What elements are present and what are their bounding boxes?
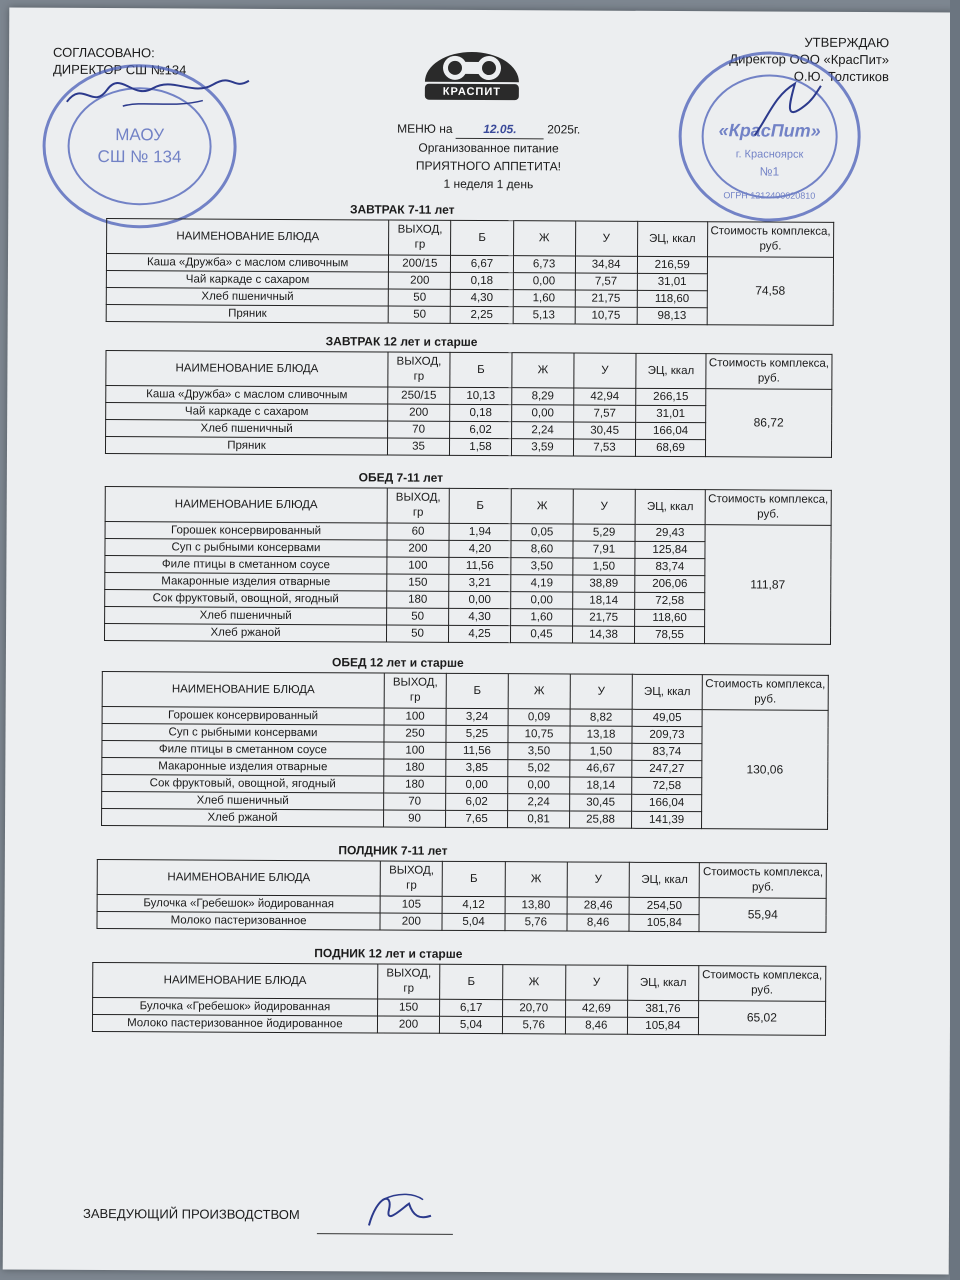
nutrition-value: 38,89: [573, 575, 635, 592]
column-header-zh: Ж: [503, 965, 566, 1000]
column-header-yield: ВЫХОД, гр: [377, 964, 440, 999]
nutrition-value: 150: [387, 574, 449, 591]
nutrition-value: 1,50: [570, 743, 632, 760]
director-signature-left: [63, 70, 253, 121]
nutrition-value: 1,94: [449, 523, 511, 540]
nutrition-value: 200: [387, 540, 449, 557]
company-director-label: Директор ООО «КрасПит»: [729, 51, 890, 68]
column-header-u: У: [573, 489, 635, 524]
stamp-company-number: №1: [759, 164, 780, 179]
stamp-company-ogrn: ОГРН 1212400020810: [723, 190, 816, 201]
nutrition-value: 42,94: [574, 388, 636, 405]
complex-cost: 111,87: [704, 525, 831, 645]
nutrition-value: 105,84: [629, 914, 699, 931]
nutrition-value: 34,84: [575, 256, 637, 273]
nutrition-value: 1,60: [513, 290, 575, 307]
stamp-company-city: г. Красноярск: [735, 148, 804, 161]
nutrition-value: 5,13: [513, 307, 575, 324]
nutrition-value: 10,75: [575, 307, 637, 324]
column-header-zh: Ж: [511, 489, 573, 524]
nutrition-value: 35: [387, 438, 449, 455]
nutrition-value: 30,45: [574, 422, 636, 439]
dish-name: Макаронные изделия отварные: [105, 573, 387, 591]
nutrition-value: 83,74: [632, 743, 702, 760]
menu-table: [92, 962, 826, 1036]
paper-sheet: [3, 8, 956, 1275]
column-header-u: У: [565, 965, 628, 1000]
nutrition-value: 150: [377, 999, 440, 1016]
column-header-u: У: [567, 862, 629, 897]
stamp-school-line2: СШ № 134: [97, 146, 182, 167]
dish-name: Пряник: [106, 305, 388, 323]
section-title: ОБЕД 7-11 лет: [358, 470, 444, 485]
column-header-b: Б: [446, 673, 508, 708]
stamp-company-name: «КрасПит»: [718, 120, 821, 141]
nutrition-value: 200: [377, 1016, 440, 1033]
menu-year: 2025г.: [547, 122, 581, 137]
nutrition-value: 250/15: [388, 387, 450, 404]
approve-label: УТВЕРЖДАЮ: [804, 34, 890, 51]
nutrition-value: 50: [386, 625, 448, 642]
column-header-b: Б: [450, 352, 512, 387]
production-head-signature: [359, 1185, 439, 1235]
dish-name: Сок фруктовый, овощной, ягодный: [105, 590, 387, 608]
column-header-kcal: ЭЦ, ккал: [629, 862, 699, 897]
dish-name: Хлеб пшеничный: [102, 792, 384, 810]
nutrition-value: 0,00: [513, 273, 575, 290]
column-header-cost: Стоимость комплекса, руб.: [707, 222, 833, 258]
nutrition-value: 180: [387, 591, 449, 608]
nutrition-value: 166,04: [636, 422, 706, 439]
nutrition-value: 60: [387, 523, 449, 540]
nutrition-value: 90: [384, 810, 446, 827]
menu-table: [106, 218, 835, 326]
nutrition-value: 381,76: [628, 1000, 699, 1017]
column-header-zh: Ж: [513, 221, 575, 256]
nutrition-value: 0,00: [449, 591, 511, 608]
menu-table: [105, 350, 833, 458]
nutrition-value: 5,29: [573, 524, 635, 541]
dish-name: Хлеб пшеничный: [105, 607, 387, 625]
nutrition-value: 5,76: [502, 1017, 565, 1034]
nutrition-value: 14,38: [572, 626, 634, 643]
nutrition-value: 0,18: [450, 404, 512, 421]
section-title: ПОДНИК 12 лет и старше: [314, 946, 463, 961]
nutrition-value: 10,75: [508, 726, 570, 743]
nutrition-value: 50: [389, 306, 451, 323]
nutrition-value: 6,67: [451, 255, 513, 272]
nutrition-value: 200: [380, 913, 442, 930]
column-header-name: НАИМЕНОВАНИЕ БЛЮДА: [93, 962, 378, 998]
column-header-zh: Ж: [505, 862, 567, 897]
nutrition-value: 250: [384, 725, 446, 742]
nutrition-value: 18,14: [573, 592, 635, 609]
nutrition-value: 5,76: [505, 914, 567, 931]
menu-table: [101, 671, 829, 830]
nutrition-value: 125,84: [635, 541, 705, 558]
column-header-yield: ВЫХОД, гр: [380, 861, 442, 896]
dish-name: Хлеб пшеничный: [106, 420, 388, 438]
nutrition-value: 11,56: [449, 557, 511, 574]
dish-name: Молоко пастеризованное: [97, 912, 380, 930]
nutrition-value: 21,75: [575, 290, 637, 307]
dish-name: Чай каркаде с сахаром: [106, 403, 388, 421]
menu-table: [104, 486, 832, 645]
column-header-name: НАИМЕНОВАНИЕ БЛЮДА: [102, 672, 384, 708]
table-header-row: [107, 219, 834, 258]
nutrition-value: 0,45: [510, 626, 572, 643]
nutrition-value: 141,39: [632, 811, 702, 828]
nutrition-value: 70: [388, 421, 450, 438]
nutrition-value: 31,01: [636, 405, 706, 422]
nutrition-value: 6,73: [513, 256, 575, 273]
column-header-zh: Ж: [512, 353, 574, 388]
nutrition-value: 200/15: [389, 255, 451, 272]
nutrition-value: 31,01: [637, 273, 707, 290]
column-header-kcal: ЭЦ, ккал: [632, 674, 702, 709]
nutrition-value: 25,88: [570, 811, 632, 828]
menu-date: 12.05.: [456, 120, 544, 139]
dish-name: Горошек консервированный: [105, 522, 387, 540]
menu-subtitle: Организованное питание: [418, 140, 559, 156]
column-header-zh: Ж: [508, 674, 570, 709]
nutrition-value: 105: [380, 896, 442, 913]
nutrition-value: 8,60: [511, 541, 573, 558]
nutrition-value: 98,13: [637, 307, 707, 324]
dish-name: Булочка «Гребешок» йодированная: [97, 895, 380, 913]
nutrition-value: 4,20: [449, 540, 511, 557]
nutrition-value: 11,56: [446, 742, 508, 759]
nutrition-value: 3,50: [511, 558, 573, 575]
school-director-label: ДИРЕКТОР СШ №134: [52, 61, 187, 78]
kraspit-logo: [417, 42, 527, 105]
nutrition-value: 5,04: [442, 913, 504, 930]
nutrition-value: 6,02: [446, 793, 508, 810]
nutrition-value: 13,80: [505, 897, 567, 914]
nutrition-value: 2,25: [451, 306, 513, 323]
column-header-kcal: ЭЦ, ккал: [636, 353, 706, 388]
column-header-name: НАИМЕНОВАНИЕ БЛЮДА: [107, 219, 390, 255]
complex-cost: 65,02: [698, 1001, 825, 1036]
nutrition-value: 7,91: [573, 541, 635, 558]
nutrition-value: 200: [388, 404, 450, 421]
nutrition-value: 50: [387, 608, 449, 625]
dish-name: Каша «Дружба» с маслом сливочным: [106, 254, 388, 272]
dish-name: Булочка «Гребешок» йодированная: [93, 997, 378, 1015]
nutrition-value: 3,85: [446, 759, 508, 776]
nutrition-value: 4,30: [451, 289, 513, 306]
nutrition-value: 0,18: [451, 272, 513, 289]
menu-title-block: [338, 119, 638, 194]
nutrition-value: 105,84: [628, 1017, 699, 1034]
table-header-row: [106, 351, 832, 390]
nutrition-value: 3,24: [446, 708, 508, 725]
nutrition-value: 8,82: [570, 709, 632, 726]
nutrition-value: 118,60: [635, 609, 705, 626]
column-header-u: У: [575, 221, 637, 256]
dish-name: Филе птицы в сметанном соусе: [105, 556, 387, 574]
column-header-cost: Стоимость комплекса, руб.: [700, 863, 827, 899]
nutrition-value: 266,15: [636, 388, 706, 405]
nutrition-value: 7,53: [573, 439, 635, 456]
nutrition-value: 100: [384, 708, 446, 725]
nutrition-value: 7,65: [446, 810, 508, 827]
nutrition-value: 5,25: [446, 725, 508, 742]
nutrition-value: 70: [384, 793, 446, 810]
dish-name: Хлеб пшеничный: [106, 288, 388, 306]
nutrition-value: 200: [389, 272, 451, 289]
column-header-kcal: ЭЦ, ккал: [635, 489, 705, 524]
nutrition-value: 166,04: [632, 794, 702, 811]
nutrition-value: 0,00: [511, 592, 573, 609]
nutrition-value: 46,67: [570, 760, 632, 777]
column-header-name: НАИМЕНОВАНИЕ БЛЮДА: [97, 860, 380, 896]
production-head-label: ЗАВЕДУЮЩИЙ ПРОИЗВОДСТВОМ: [82, 1205, 300, 1223]
nutrition-value: 42,69: [565, 1000, 628, 1017]
nutrition-value: 2,24: [512, 422, 574, 439]
dish-name: Макаронные изделия отварные: [102, 758, 384, 776]
nutrition-value: 206,06: [635, 575, 705, 592]
nutrition-value: 3,50: [508, 743, 570, 760]
menu-table: [96, 859, 826, 933]
nutrition-value: 118,60: [637, 290, 707, 307]
logo-text: КРАСПИТ: [442, 85, 502, 99]
nutrition-value: 0,00: [512, 405, 574, 422]
nutrition-value: 68,69: [635, 439, 705, 456]
section-title: ЗАВТРАК 12 лет и старше: [325, 334, 478, 349]
column-header-cost: Стоимость комплекса, руб.: [706, 354, 832, 390]
dish-name: Каша «Дружба» с маслом сливочным: [106, 386, 388, 404]
nutrition-value: 0,05: [511, 524, 573, 541]
menu-week-day: 1 неделя 1 день: [443, 176, 534, 192]
nutrition-value: 8,46: [567, 914, 629, 931]
complex-cost: 130,06: [702, 710, 829, 830]
dish-name: Хлеб ржаной: [102, 809, 384, 827]
nutrition-value: 100: [384, 742, 446, 759]
complex-cost: 55,94: [699, 898, 826, 933]
background-edge: [950, 0, 960, 1280]
nutrition-value: 4,25: [448, 625, 510, 642]
approved-label: СОГЛАСОВАНО:: [53, 44, 155, 61]
complex-cost: 74,58: [707, 257, 834, 326]
nutrition-value: 0,09: [508, 709, 570, 726]
nutrition-value: 78,55: [634, 626, 704, 643]
column-header-b: Б: [440, 964, 503, 999]
nutrition-value: 247,27: [632, 760, 702, 777]
column-header-name: НАИМЕНОВАНИЕ БЛЮДА: [105, 487, 387, 523]
nutrition-value: 7,57: [574, 405, 636, 422]
column-header-yield: ВЫХОД, гр: [389, 220, 451, 255]
column-header-name: НАИМЕНОВАНИЕ БЛЮДА: [106, 351, 388, 387]
nutrition-value: 1,50: [573, 558, 635, 575]
nutrition-value: 8,29: [512, 388, 574, 405]
nutrition-value: 1,60: [511, 609, 573, 626]
nutrition-value: 180: [384, 759, 446, 776]
dish-name: Чай каркаде с сахаром: [106, 271, 388, 289]
dish-name: Суп с рыбными консервами: [105, 539, 387, 557]
nutrition-value: 8,46: [565, 1017, 628, 1034]
column-header-b: Б: [451, 220, 513, 255]
table-header-row: [105, 487, 831, 526]
nutrition-value: 4,19: [511, 575, 573, 592]
nutrition-value: 216,59: [637, 256, 707, 273]
nutrition-value: 0,00: [508, 777, 570, 794]
column-header-cost: Стоимость комплекса, руб.: [702, 675, 828, 711]
section-title: ОБЕД 12 лет и старше: [332, 655, 464, 670]
nutrition-value: 2,24: [508, 794, 570, 811]
column-header-kcal: ЭЦ, ккал: [628, 965, 699, 1000]
nutrition-value: 29,43: [635, 524, 705, 541]
column-header-b: Б: [443, 861, 505, 896]
nutrition-value: 0,00: [446, 776, 508, 793]
column-header-u: У: [574, 353, 636, 388]
complex-cost: 86,72: [705, 389, 831, 458]
nutrition-value: 50: [389, 289, 451, 306]
nutrition-value: 5,04: [440, 1016, 503, 1033]
dish-name: Хлеб ржаной: [104, 624, 386, 642]
dish-name: Сок фруктовый, овощной, ягодный: [102, 775, 384, 793]
menu-prefix: МЕНЮ на: [397, 121, 453, 136]
nutrition-value: 7,57: [575, 273, 637, 290]
director-name: О.Ю. Толстиков: [793, 68, 889, 85]
stamp-school-line1: МАОУ: [115, 125, 165, 145]
dish-name: Суп с рыбными консервами: [102, 724, 384, 742]
column-header-u: У: [570, 674, 632, 709]
column-header-yield: ВЫХОД, гр: [384, 673, 446, 708]
nutrition-value: 0,81: [508, 811, 570, 828]
nutrition-value: 10,13: [450, 387, 512, 404]
nutrition-value: 3,21: [449, 574, 511, 591]
nutrition-value: 209,73: [632, 726, 702, 743]
nutrition-value: 83,74: [635, 558, 705, 575]
column-header-cost: Стоимость комплекса, руб.: [705, 490, 831, 526]
table-header-row: [93, 962, 826, 1001]
nutrition-value: 4,30: [449, 608, 511, 625]
table-header-row: [102, 672, 828, 711]
column-header-kcal: ЭЦ, ккал: [637, 221, 707, 256]
nutrition-value: 4,12: [442, 896, 504, 913]
nutrition-value: 254,50: [629, 897, 699, 914]
section-title: ПОЛДНИК 7-11 лет: [338, 843, 448, 858]
nutrition-value: 49,05: [632, 709, 702, 726]
director-signature-right: [745, 75, 825, 145]
menu-greeting: ПРИЯТНОГО АППЕТИТА!: [415, 158, 562, 174]
section-title: ЗАВТРАК 7-11 лет: [349, 202, 455, 217]
nutrition-value: 180: [384, 776, 446, 793]
nutrition-value: 18,14: [570, 777, 632, 794]
column-header-cost: Стоимость комплекса, руб.: [698, 966, 825, 1002]
nutrition-value: 3,59: [511, 439, 573, 456]
nutrition-value: 30,45: [570, 794, 632, 811]
nutrition-value: 6,02: [450, 421, 512, 438]
column-header-b: Б: [449, 488, 511, 523]
nutrition-value: 72,58: [635, 592, 705, 609]
nutrition-value: 13,18: [570, 726, 632, 743]
nutrition-value: 6,17: [440, 999, 503, 1016]
nutrition-value: 28,46: [567, 897, 629, 914]
nutrition-value: 1,58: [449, 438, 511, 455]
nutrition-value: 20,70: [502, 1000, 565, 1017]
dish-name: Пряник: [105, 437, 387, 455]
dish-name: Молоко пастеризованное йодированное: [92, 1014, 377, 1032]
nutrition-value: 5,02: [508, 760, 570, 777]
dish-name: Горошек консервированный: [102, 707, 384, 725]
nutrition-value: 21,75: [573, 609, 635, 626]
column-header-yield: ВЫХОД, гр: [387, 488, 449, 523]
nutrition-value: 100: [387, 557, 449, 574]
column-header-yield: ВЫХОД, гр: [388, 352, 450, 387]
nutrition-value: 72,58: [632, 777, 702, 794]
dish-name: Филе птицы в сметанном соусе: [102, 741, 384, 759]
table-header-row: [97, 860, 826, 899]
